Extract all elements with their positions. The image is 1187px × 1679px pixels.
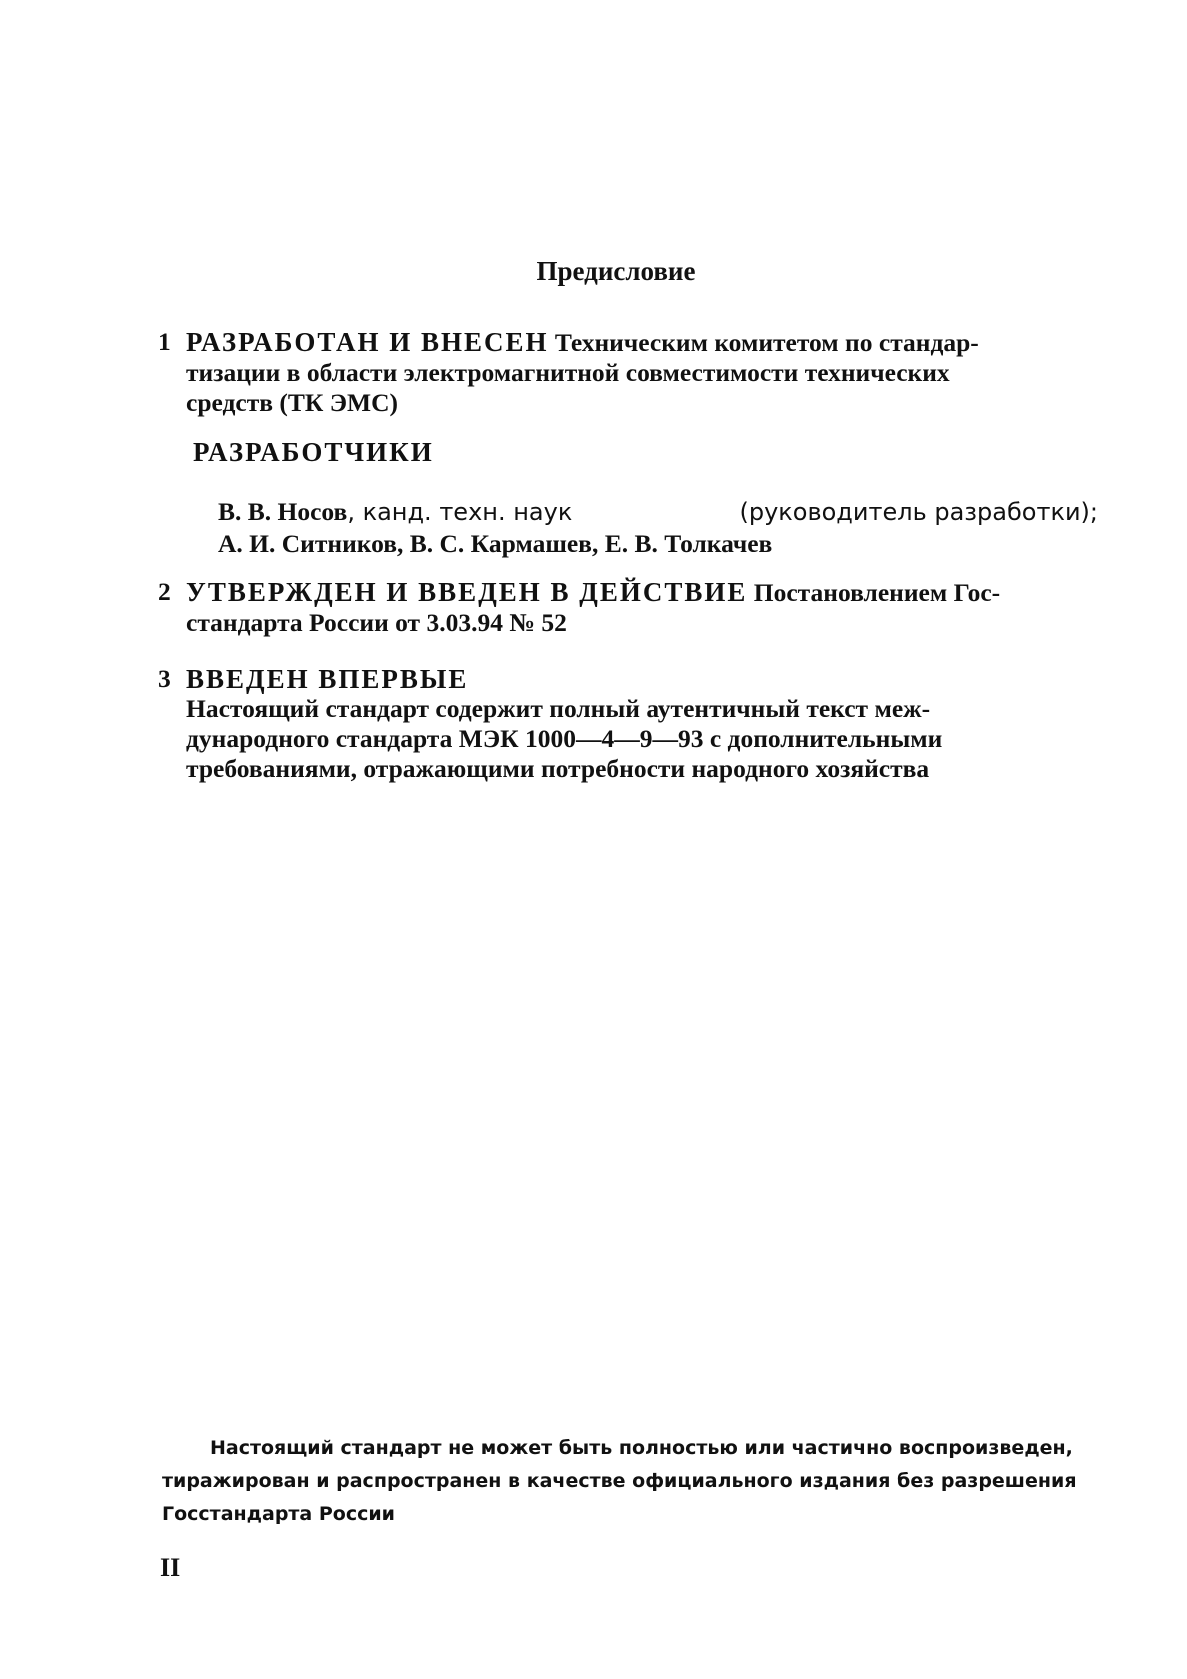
lead-developer-role: (руководитель разработки); xyxy=(739,498,1098,526)
lead-developer-name: В. В. Носов xyxy=(218,497,348,526)
item-line: Настоящий стандарт содержит полный аутентичный текст меж- xyxy=(186,694,931,723)
item-line: тизации в области электромагнитной совместимости технических xyxy=(186,358,950,387)
item-number: 2 xyxy=(158,577,171,606)
lead-developer-degree: , канд. техн. наук xyxy=(347,498,573,526)
preface-item-1 xyxy=(158,327,1098,418)
notice-line: тиражирован и распространен в качестве официального издания без разрешения xyxy=(162,1470,1077,1492)
page-title: Предисловие xyxy=(536,256,696,286)
item-line: стандарта России от 3.03.94 № 52 xyxy=(186,608,567,637)
lead-developer xyxy=(218,496,572,528)
developers-row xyxy=(218,496,1098,528)
item-line: требованиями, отражающими потребности народного хозяйства xyxy=(186,754,930,783)
item-lead: УТВЕРЖДЕН И ВВЕДЕН В ДЕЙСТВИЕ xyxy=(186,577,748,607)
page-number: II xyxy=(160,1553,181,1582)
notice-line: Госстандарта России xyxy=(162,1503,395,1525)
notice-line: Настоящий стандарт не может быть полностью или частично воспроизведен, xyxy=(210,1437,1073,1459)
item-line: средств (ТК ЭМС) xyxy=(186,388,399,417)
preface-item-3 xyxy=(158,664,1098,784)
item-line xyxy=(186,577,1098,608)
item-text: Постановлением Гос- xyxy=(747,578,1001,607)
item-lead: РАЗРАБОТАН И ВНЕСЕН xyxy=(186,327,549,357)
developers-list xyxy=(218,496,1098,560)
item-line xyxy=(186,327,1098,358)
item-number: 1 xyxy=(158,327,171,356)
item-text: Техническим комитетом по стандар- xyxy=(548,328,979,357)
item-line: дународного стандарта МЭК 1000—4—9—93 с дополнительными xyxy=(186,724,943,753)
item-body xyxy=(186,327,1098,418)
other-developers: А. И. Ситников, В. С. Кармашев, Е. В. Толкачев xyxy=(218,529,773,558)
item-lead: ВВЕДЕН ВПЕРВЫЕ xyxy=(186,664,469,694)
item-body xyxy=(186,664,1098,784)
item-number: 3 xyxy=(158,664,171,693)
item-body xyxy=(186,577,1098,638)
developers-heading: РАЗРАБОТЧИКИ xyxy=(193,437,434,467)
developers-row xyxy=(218,528,1098,560)
preface-item-2 xyxy=(158,577,1098,638)
copyright-notice xyxy=(162,1432,1096,1531)
